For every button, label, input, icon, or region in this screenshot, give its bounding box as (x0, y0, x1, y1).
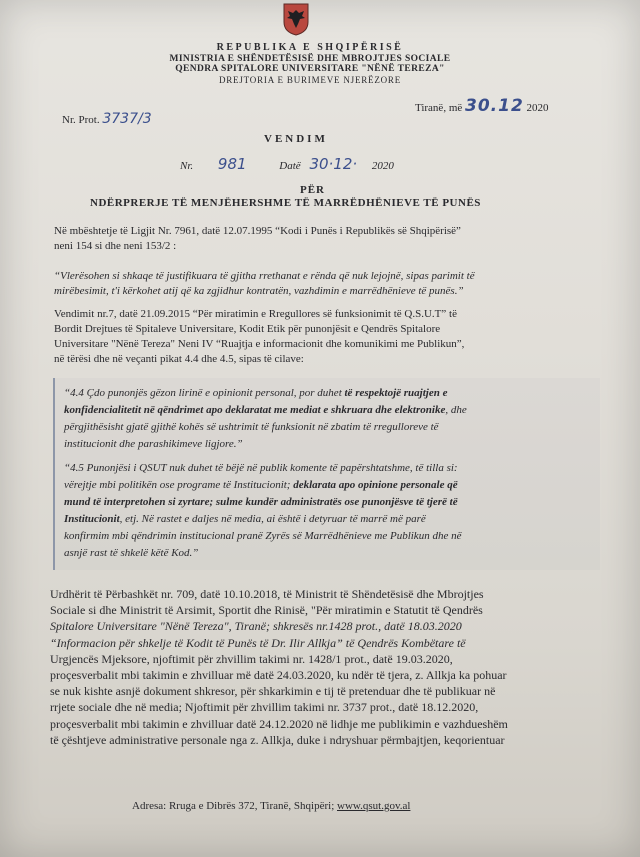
bold-text-run: Institucionit (64, 513, 120, 525)
prot-label: Nr. Prot. (62, 114, 100, 126)
text-line: se nuk kishte asnjë dokument shkresor, për shkarkimin e tij të pretenduar dhe të publikuar në (50, 684, 496, 699)
decision-date-label: Datë (279, 160, 301, 172)
text-run: “4.4 Çdo punonjës gëzon lirinë e opinionit personal, por duhet (64, 387, 345, 399)
text-run: , etj. Në rastet e daljes në media, ai është i detyruar të marrë më parë (119, 513, 426, 525)
text-line: “Vlerësohen si shkaqe të justifikuara të gjitha rrethanat e rënda që nuk lejojnë, sipas parimit të (54, 270, 475, 282)
text-line: Spitalore Universitare "Nënë Tereza", Tiranë; shkresës nr.1428 prot., datë 18.03.2020 (50, 619, 462, 634)
text-line: të çështjeve administrative personale nga z. Allkja, duke i ndryshuar përmbajtjen, keqorientuar (50, 732, 505, 747)
text-line (64, 477, 592, 494)
decision-heading: VENDIM (264, 133, 328, 145)
bold-text-run: të respektojë ruajtjen e (344, 387, 448, 399)
text-line: Vendimit nr.7, datë 21.09.2015 “Për miratimin e Rregullores së funksionimit të Q.S.U.T” të (54, 308, 457, 320)
text-line: mund të interpretohen si zyrtare; sulme kundër administratës ose punonjësve të tjerë të (64, 496, 458, 508)
text-run: , dhe (445, 404, 467, 416)
text-line: rrjete sociale dhe në media; Njoftimit për zhvillim takimi nr. 3737 prot., datë 18.12.2020, (50, 700, 479, 715)
place-date-line (415, 96, 549, 116)
decision-title: NDËRPRERJE TË MENJËHERSHME TË MARRËDHËNIEVE TË PUNËS (90, 197, 481, 209)
text-line: Urdhërit të Përbashkët nr. 709, datë 10.10.2018, të Ministrit të Shëndetësisë dhe Mbrojtjes (50, 587, 484, 601)
text-line (64, 511, 592, 528)
article-4-4-quote (64, 385, 592, 453)
text-line: asnjë rast të shkelë këtë Kod.” (64, 547, 199, 559)
bold-text-run: deklarata apo opinione personale që (293, 479, 458, 491)
website-link[interactable]: www.qsut.gov.al (337, 800, 411, 812)
text-line: Sociale si dhe Ministrit të Arsimit, Sportit dhe Rinisë, "Për miratimin e Statutit të Qendrës (50, 603, 483, 618)
decision-nr-label: Nr. (180, 160, 194, 172)
text-line: në tërësi dhe në veçanti pikat 4.4 dhe 4.5, sipas të cilave: (54, 353, 304, 365)
protocol-number-line (62, 111, 152, 127)
header-republic: REPUBLIKA E SHQIPËRISË (216, 42, 404, 53)
text-line: “4.5 Punonjësi i QSUT nuk duhet të bëjë në publik komente të papërshtatshme, të tilla si: (64, 462, 458, 474)
text-line: përgjithësisht gjatë gjithë kohës së ushtrimit të funksionit në zbatim të rregulloreve të (64, 421, 439, 433)
article-4-5-quote (64, 460, 592, 562)
decision-number-line (180, 155, 394, 173)
text-line (64, 402, 592, 419)
albanian-eagle-emblem-icon (282, 2, 310, 36)
place-year: 2020 (526, 102, 549, 114)
labour-code-quote (54, 269, 584, 299)
text-line: Në mbështetje të Ligjit Nr. 7961, datë 12.07.1995 “Kodi i Punës i Republikës së Shqipërisë” (54, 225, 461, 237)
header-department: DREJTORIA E BURIMEVE NJERËZORE (218, 75, 402, 85)
header-ministry: MINISTRIA E SHËNDETËSISË DHE MBROJTJES SOCIALE (169, 54, 451, 64)
text-line (64, 385, 592, 402)
regulation-paragraph (54, 307, 584, 367)
address-text: Adresa: Rruga e Dibrës 372, Tiranë, Shqipëri; (132, 800, 335, 812)
footer-address (132, 800, 410, 812)
decision-year: 2020 (371, 160, 394, 172)
handwritten-prot-number: 3737/3 (102, 111, 152, 127)
place-label: Tiranë, më (415, 102, 463, 114)
text-line: Bordit Drejtues të Spitaleve Universitare, Kodit Etik për punonjësit e Qendrës Spitalore (54, 323, 441, 335)
joint-order-paragraph (50, 586, 590, 748)
text-line: konfirmim mbi qëndrimin institucional pranë Zyrës së Marrëdhënieve me Publikun dhe në (64, 530, 462, 542)
text-line: proçesverbalit mbi takimin e zhvilluar datë 24.12.2020 në lidhje me publikimin e vazhdueshëm (50, 716, 508, 731)
text-line: mirëbesimit, t'i kërkohet atij që ka zgjidhur kontratën, vazhdimin e marrëdhënieve të punës.” (54, 285, 464, 297)
legal-basis-paragraph (54, 224, 584, 254)
handwritten-decision-number: 981 (217, 155, 247, 173)
text-line: “Informacion për shkelje të Kodit të Punës të Dr. Ilir Allkja” të Qendrës Kombëtare të (50, 635, 466, 650)
header-hospital: QENDRA SPITALORE UNIVERSITARE "NËNË TEREZA" (175, 64, 445, 74)
text-line: institucionit dhe parashikimeve ligjore.” (64, 438, 243, 450)
text-line: proçesverbalit mbi takimin e zhvilluar më datë 24.03.2020, ku ndër të tjera, z. Allkja ka pohuar (50, 668, 507, 683)
text-run: vërejtje mbi politikën ose programe të Institucionit; (64, 479, 294, 491)
handwritten-decision-date: 30·12· (309, 155, 358, 173)
bold-text-run: konfidencialitetit në qëndrimet apo deklaratat me mediat e shkruara dhe elektronike (64, 404, 446, 416)
text-line: Universitare "Nënë Tereza" Neni IV “Ruajtja e informacionit dhe komunikimi me Publikun”, (54, 338, 465, 350)
handwritten-date: 30.12 (465, 96, 524, 116)
text-line: Urgjencës Mjeksore, njoftimit për zhvillim takimi nr. 1428/1 prot., datë 19.03.2020, (50, 651, 453, 666)
decision-per: PËR (300, 184, 325, 196)
text-line: neni 154 si dhe neni 153/2 : (54, 240, 177, 252)
